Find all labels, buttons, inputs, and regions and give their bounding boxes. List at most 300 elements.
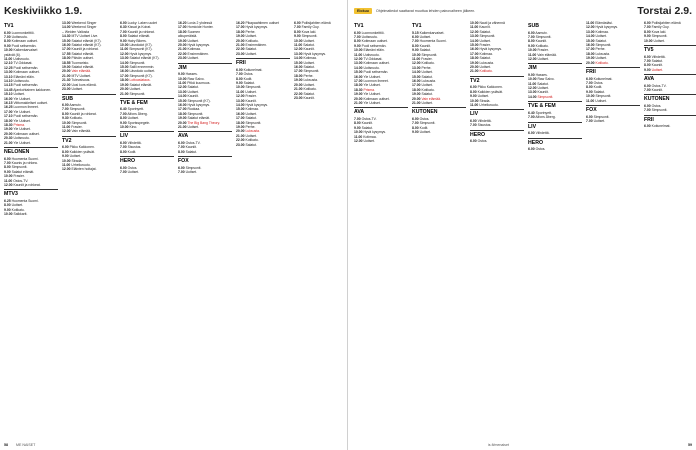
program-title: Sportnyett. xyxy=(535,110,552,115)
left-page-number: 58 xyxy=(4,443,8,447)
right-footer xyxy=(488,442,692,448)
program-title: Läsnäolot (K7). xyxy=(129,43,153,48)
program-time: 23.00 xyxy=(294,95,303,100)
program-title: Ostos. xyxy=(593,80,604,85)
channel-heading: MTV3 xyxy=(4,189,58,198)
program-title: Kauniit. xyxy=(187,94,199,99)
program-time: 8.00 xyxy=(528,39,535,44)
program-title: Uutiset. xyxy=(187,56,199,61)
program-title: Salatut. xyxy=(185,149,198,154)
program-title: Hyvä kysymys. xyxy=(595,25,619,30)
program-time: 9.00 xyxy=(354,125,361,130)
program-time: 14.45 xyxy=(4,87,13,92)
program-title: Hyvä kysymys. xyxy=(479,47,503,52)
program-time: 16.00 xyxy=(412,78,421,83)
program-title: Sportsspegeln. xyxy=(127,120,151,125)
program-time: 20.00 xyxy=(470,65,479,70)
program-title: Hyvä kysymys. xyxy=(245,25,269,30)
program-time: 19.00 xyxy=(178,116,187,121)
program-title: Kova laki. xyxy=(651,29,667,34)
program-title: Vain elämää. xyxy=(71,129,91,134)
schedule-column xyxy=(236,21,290,440)
program-time: 17.00 xyxy=(236,25,245,30)
program-title: Uutiset. xyxy=(245,89,257,94)
program-title: Uutiset. xyxy=(479,38,491,43)
program-time: 21.00 xyxy=(178,125,187,130)
program-title: Raw Salvo. xyxy=(537,77,555,82)
program-time: 12.00 xyxy=(586,25,595,30)
program-time: 9.00 xyxy=(412,130,419,135)
program-title: Kotiunelmat. xyxy=(243,67,263,72)
program-time: 5.15 xyxy=(412,30,419,35)
program-title: Yle Uutiset. xyxy=(13,140,31,145)
program-title: Salatut. xyxy=(651,58,664,63)
program-time: 13.00 xyxy=(412,65,421,70)
program-title: Lucky: Laken uudet xyxy=(127,21,157,25)
program-title: Huomenta Suomi. xyxy=(11,198,39,203)
program-time: 9.00 xyxy=(528,72,535,77)
program-title: Kotikatu. xyxy=(69,116,83,121)
program-time: 6.00 xyxy=(178,165,185,170)
program-title: Luonnonkeittiö. xyxy=(361,30,385,35)
program-title: Weekend Singer xyxy=(71,21,97,25)
program-time: 11.00 xyxy=(294,43,303,48)
program-title: Simpsonit. xyxy=(245,85,262,90)
left-footer xyxy=(4,442,35,448)
program-time: 19.00 xyxy=(586,56,595,61)
program-title: Ostos. xyxy=(535,147,546,151)
program-time: 14.00 xyxy=(236,103,245,107)
channel-heading: SUB xyxy=(528,23,539,29)
program-time: 14.00 xyxy=(586,34,595,39)
program-title: Suomen xyxy=(187,29,201,34)
program-line xyxy=(528,115,582,119)
program-title: Kodit. xyxy=(593,85,603,90)
program-title: Ostos-TV. xyxy=(185,140,201,145)
program-title: Uusi kurs elämä. xyxy=(71,82,97,87)
program-title: Kotimaan uutiset. xyxy=(13,131,40,136)
program-time: 10.00 xyxy=(120,43,129,48)
program-time: 18.00 xyxy=(470,56,479,61)
program-time: 6.40 xyxy=(120,107,127,112)
program-title: Alfons Åberg. xyxy=(535,115,556,120)
program-time: 8.00 xyxy=(412,43,419,48)
channel-heading: TV1 xyxy=(412,23,422,29)
program-title: Uutisruutu. xyxy=(11,34,28,39)
program-time: 18.30 xyxy=(4,123,13,128)
program-time: 19.00 xyxy=(236,34,245,39)
program-time: 9.00 xyxy=(4,43,11,48)
program-title: Salatut elämät (K7). xyxy=(129,56,160,61)
program-title: Kotikatu. xyxy=(479,69,493,74)
program-title: Ostos. xyxy=(243,72,254,77)
program-time: 17.00 xyxy=(4,109,13,114)
program-title: Prisma. xyxy=(13,123,25,128)
program-time: 12.00 xyxy=(528,86,537,91)
program-line xyxy=(644,108,696,112)
program-time: 6.00 xyxy=(120,165,127,170)
program-title: Simpsonit (K7). xyxy=(129,73,153,78)
program-time: 9.00 xyxy=(236,80,243,85)
program-title: Simpsonit. xyxy=(595,43,612,48)
program-time: 18.00 xyxy=(62,56,71,61)
program-title: Sisustus. xyxy=(477,123,492,128)
program-title: Poliisijahtien elämä xyxy=(651,21,681,25)
program-time: 11.00 xyxy=(586,21,595,25)
program-title: Salatut elämät. xyxy=(129,82,153,87)
channel-heading: TV2 xyxy=(470,76,524,85)
program-title: Perhe. xyxy=(245,125,256,130)
program-title: Salatut elämät. xyxy=(71,51,95,56)
program-title: Simpsonit. xyxy=(421,52,438,57)
program-time: 9.00 xyxy=(412,48,419,53)
schedule-column xyxy=(586,21,640,440)
program-title: Uutiset. xyxy=(363,138,375,143)
program-time: 18.00 xyxy=(586,51,595,56)
program-time: 6.00 xyxy=(586,114,593,119)
program-time: 7.00 xyxy=(62,107,69,112)
program-time: 10.00 xyxy=(62,158,71,163)
program-title: Puoli seitsemän. xyxy=(13,114,39,119)
program-time: 14.00 xyxy=(470,38,479,43)
program-title: Kauniit ja rohkeat. xyxy=(71,47,99,52)
program-time: 16.25 xyxy=(4,105,13,110)
program-time: 9.00 xyxy=(4,169,11,174)
program-title: Ostos. xyxy=(419,116,430,121)
program-line xyxy=(4,212,58,216)
program-title: Urheiluruutu. xyxy=(479,103,499,107)
program-title: Kotimaan uutiset. xyxy=(363,61,390,66)
program-time: 6.00 xyxy=(644,103,651,108)
program-title: Uutiset. xyxy=(419,34,432,39)
program-title: Uutiset. xyxy=(127,170,140,175)
program-title: Kauniit. xyxy=(651,63,663,68)
program-time: 13.00 xyxy=(586,29,595,34)
program-time: 17.00 xyxy=(120,73,129,78)
program-time: 15.00 xyxy=(354,70,363,75)
program-title: Salatut. xyxy=(245,47,257,52)
channel-heading: AVA xyxy=(354,107,408,116)
program-line xyxy=(62,129,116,133)
program-time: 7.00 xyxy=(236,72,243,77)
program-title: Kova laki. xyxy=(301,29,317,34)
program-time: 13.10 xyxy=(4,74,13,79)
program-time: 17.00 xyxy=(294,69,303,74)
header-subtitle: Ohjelmatiedot saattavat muuttua lehden painovaiheen jälkeen. xyxy=(375,9,476,13)
program-line xyxy=(4,141,58,145)
program-title: Simpsonit. xyxy=(537,94,554,99)
program-time: 22.00 xyxy=(62,82,71,87)
program-time: 8.00 xyxy=(236,76,243,81)
program-time: 12.00 xyxy=(412,61,421,66)
program-title: Alfons Åberg. xyxy=(127,111,148,116)
program-title: Frasier. xyxy=(537,48,549,53)
program-time: 16.20 xyxy=(178,21,187,25)
program-time: 21.00 xyxy=(236,43,245,48)
program-time: 12.00 xyxy=(354,138,363,143)
program-time: 20.00 xyxy=(178,43,187,48)
program-time: 8.00 xyxy=(644,29,651,34)
program-time: 20.00 xyxy=(62,69,71,74)
program-time: 9.00 xyxy=(120,38,127,43)
program-time: 10.00 xyxy=(178,76,187,81)
program-title: Elämäni eläin. xyxy=(363,48,385,53)
program-title: Kino. xyxy=(129,125,138,130)
program-title: Uutiset. xyxy=(245,133,257,138)
program-title: Kauniit ja rohkeat. xyxy=(13,183,41,187)
program-line xyxy=(470,103,524,107)
program-title: Pitkä kuumuus. xyxy=(187,80,211,85)
program-line xyxy=(586,119,640,123)
program-time: 18.00 xyxy=(236,29,245,34)
program-time: 7.00 xyxy=(586,118,593,123)
program-time: 19.00 xyxy=(62,65,71,70)
program-time: 14.00 xyxy=(354,65,363,70)
program-title: Salatut elämät (K7). xyxy=(71,38,102,43)
program-time: 11.00 xyxy=(528,81,537,86)
program-line xyxy=(528,131,582,135)
program-title: Frasier. xyxy=(71,125,83,130)
program-title: Salatut. xyxy=(421,92,433,97)
program-time: 11.00 xyxy=(586,98,595,103)
program-time: 14.00 xyxy=(412,70,421,75)
program-time: 6.25 xyxy=(4,198,11,203)
program-title: Poliisijahtien elämä xyxy=(301,21,331,25)
program-title: Kauniit. xyxy=(535,39,547,44)
program-time: 14.00 xyxy=(120,60,129,65)
program-time: 19.00 xyxy=(294,78,303,83)
program-title: Viihdettä. xyxy=(127,140,142,145)
program-time: 16.00 xyxy=(62,43,71,48)
program-title: Simpsonit (K7). xyxy=(129,47,153,52)
program-time: 11.00 xyxy=(412,56,421,61)
program-time: 9.00 xyxy=(586,89,593,94)
program-time: 8.00 xyxy=(470,89,477,94)
program-title: Uutiset. xyxy=(595,56,607,61)
program-title: Strada. xyxy=(479,98,491,103)
program-title: Luksusta. xyxy=(595,51,610,56)
program-title: Hairy Bikers. xyxy=(127,38,147,43)
right-day-title: Torstai 2.9. xyxy=(637,5,692,17)
program-title: Simpsonit. xyxy=(11,165,28,170)
program-title: Kauniit ja rohkeat. xyxy=(69,111,97,116)
program-time: 14.00 xyxy=(178,94,187,99)
program-title: Kotimaan uutiset. xyxy=(363,96,390,101)
program-title: Kotiunelmat. xyxy=(593,76,613,81)
channel-heading: TV1 xyxy=(354,23,364,29)
program-time: 8.00 xyxy=(586,85,593,90)
program-title: Aamutv. xyxy=(535,30,548,35)
program-time: 11.00 xyxy=(354,52,363,57)
program-title: Pikapaahtimen uutiset xyxy=(245,21,279,25)
channel-heading: FRII xyxy=(586,67,640,76)
program-time: 10.00 xyxy=(412,52,421,57)
program-time: 15.00 xyxy=(120,65,129,70)
program-time: 12.00 xyxy=(470,29,479,34)
program-line xyxy=(4,183,58,187)
program-time: 16.15 xyxy=(4,101,13,105)
program-time: 15.00 xyxy=(470,43,479,48)
program-title: Salatut. xyxy=(479,29,491,34)
program-title: Aamutv. xyxy=(69,103,82,107)
program-title: Luksusta. xyxy=(303,78,318,83)
program-time: 16.00 xyxy=(354,74,363,79)
program-time: 7.00 xyxy=(470,123,477,128)
program-title: Uutiset. xyxy=(651,67,664,72)
program-title: Salatut. xyxy=(303,65,315,70)
program-time: 12.00 xyxy=(528,56,537,61)
program-time: 19.00 xyxy=(120,82,129,87)
program-time: 16.00 xyxy=(178,103,187,107)
program-time: 21.00 xyxy=(62,73,71,78)
program-title: Puoli seitsemän. xyxy=(361,43,387,48)
program-title: Simpsonit. xyxy=(245,120,262,125)
program-time: 17.55 xyxy=(62,51,71,56)
program-title: Simpsonit. xyxy=(129,60,146,65)
program-line xyxy=(178,170,232,174)
schedule-column xyxy=(120,21,174,440)
program-title: Uutiset. xyxy=(185,170,198,175)
program-title: Vain elämää. xyxy=(537,52,557,57)
program-title: Simpsonit. xyxy=(419,121,436,126)
program-title: Huomenta Suomi. xyxy=(11,156,39,161)
program-title: Ostos-TV. xyxy=(651,83,667,88)
program-title: Kodit. xyxy=(127,149,137,154)
program-time: 8.00 xyxy=(354,121,361,126)
program-title: Uutiset. xyxy=(13,92,25,97)
program-time: 17.00 xyxy=(586,47,595,52)
program-time: 6.40 xyxy=(528,110,535,115)
program-time: 16.00 xyxy=(4,96,13,101)
program-title: Yle Uutiset. xyxy=(13,127,31,132)
program-title: Salatut. xyxy=(303,43,315,48)
program-time: 7.00 xyxy=(120,170,127,175)
program-time: 6.00 xyxy=(528,30,535,35)
program-time: 15.00 xyxy=(236,107,245,112)
program-title: Salatut. xyxy=(303,91,315,96)
program-title: Kaikkien ystävät. xyxy=(477,89,504,94)
program-time: 9.00 xyxy=(120,120,127,125)
program-title: Kauniit. xyxy=(361,121,373,126)
program-time: 6.00 xyxy=(236,67,243,72)
program-time: 6.00 xyxy=(412,116,419,121)
program-title: Hasses. xyxy=(185,72,198,77)
program-title: Luonnon ihmeet. xyxy=(363,78,389,83)
program-title: Yle Uutiset. xyxy=(363,92,381,97)
program-title: Kotikatu. xyxy=(421,61,435,66)
program-line xyxy=(470,139,524,143)
program-line xyxy=(470,123,524,127)
program-title: Simpsonit. xyxy=(651,34,668,39)
program-title: Simpsonit. xyxy=(303,69,320,74)
program-title: Uutisruutu. xyxy=(363,65,380,70)
program-title: Kotimaa. xyxy=(479,51,493,56)
program-time: 19.00 xyxy=(412,92,421,97)
channel-heading: FRII xyxy=(644,115,696,124)
channel-heading: TVE & FEM xyxy=(120,98,174,107)
site-url: is.fi/menaiset xyxy=(488,443,509,447)
program-time: 15.00 xyxy=(62,38,71,43)
program-time: 7.00 xyxy=(644,25,651,30)
program-title: Salatut. xyxy=(593,89,606,94)
program-title: Uutiset. xyxy=(595,34,607,39)
program-line xyxy=(62,87,116,91)
program-time: 12.00 xyxy=(4,183,13,187)
program-time: 17.00 xyxy=(236,116,245,121)
program-time: 13.00 xyxy=(354,61,363,66)
program-title: Lottoaslataus. xyxy=(129,78,151,83)
program-title: Family Guy. xyxy=(651,25,670,30)
program-time: 10.00 xyxy=(528,77,537,82)
program-title: Uutisruutu. xyxy=(13,56,30,61)
program-time: 6.30 xyxy=(120,25,127,30)
program-title: Simpsonit. xyxy=(185,165,202,170)
program-title: Kaunis ja rohkea. xyxy=(11,160,38,165)
program-title: Uutiset. xyxy=(421,83,433,88)
program-line xyxy=(412,130,466,134)
program-title: Perhe. xyxy=(245,29,256,34)
program-time: 19.00 xyxy=(470,60,479,65)
program-title: Kotikatu. xyxy=(245,138,259,143)
program-title: Hyvä kysymys. xyxy=(245,103,269,107)
program-time: 20.00 xyxy=(412,96,421,101)
program-title: Salatut. xyxy=(243,80,256,85)
program-time: 16.00 xyxy=(294,65,303,70)
program-time: 15.10 xyxy=(4,92,13,97)
program-time: 22.00 xyxy=(236,47,245,52)
program-title: Salatut. xyxy=(187,85,199,90)
program-line xyxy=(354,139,408,143)
program-time: 21.00 xyxy=(178,47,187,52)
program-time: 15.00 xyxy=(294,60,303,65)
program-time: 10.00 xyxy=(644,38,653,43)
program-title: Uutiset. xyxy=(421,101,433,105)
program-title: Uutiset. xyxy=(245,51,257,56)
program-line xyxy=(644,124,696,128)
program-time: 7.00 xyxy=(120,29,127,34)
program-line xyxy=(470,69,524,73)
channel-heading: HERO xyxy=(120,156,174,165)
program-title: Hyvä kysymys. xyxy=(303,51,327,56)
program-title: Frasier. xyxy=(479,43,491,48)
program-time: 16.00 xyxy=(236,111,245,116)
program-title: Perhe. xyxy=(595,47,606,52)
program-time: 6.00 xyxy=(4,30,11,35)
program-title: Salatut. xyxy=(595,38,607,43)
program-time: 7.00 xyxy=(412,121,419,126)
program-title: Yle Uutiset. xyxy=(13,109,31,114)
program-title: Yle Uutiset. xyxy=(363,83,381,88)
program-title: Uutiset. xyxy=(419,130,432,135)
program-time: 8.00 xyxy=(120,149,127,154)
program-title: Uutiset. xyxy=(129,87,141,92)
program-time: 10.00 xyxy=(120,125,129,130)
program-line xyxy=(120,170,174,174)
program-time: 6.00 xyxy=(470,85,477,90)
program-title: Salatut. xyxy=(421,74,433,79)
program-time: 19.00 xyxy=(4,127,13,132)
program-time: 7.00 xyxy=(294,25,301,30)
program-time: 18.00 xyxy=(120,78,129,83)
program-title: Salatut elämät. xyxy=(71,65,95,70)
program-title: Kauniit. xyxy=(419,43,431,48)
schedule-column xyxy=(528,21,582,440)
channel-heading: TV5 xyxy=(644,45,696,54)
program-title: The Big Bang Theory. xyxy=(187,120,221,125)
program-title: Ostos-TV. xyxy=(13,178,29,183)
schedule-column xyxy=(62,21,116,440)
program-title: Salatut. xyxy=(419,48,432,53)
